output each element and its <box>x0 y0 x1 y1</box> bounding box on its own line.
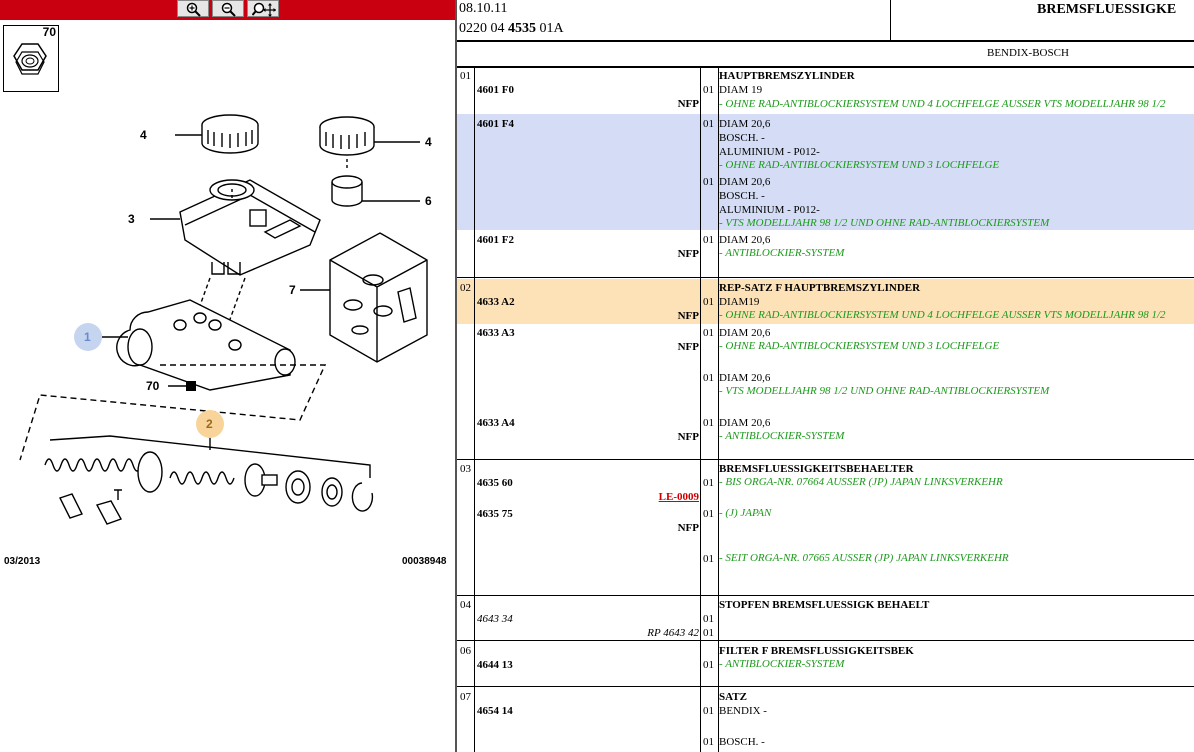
exploded-diagram <box>0 95 455 555</box>
label-7[interactable]: 7 <box>289 283 296 297</box>
description: DIAM 20,6 <box>719 118 771 130</box>
quantity: 01 <box>703 118 714 130</box>
page-title: BREMSFLUESSIGKE <box>1037 2 1177 17</box>
label-4-left[interactable]: 4 <box>140 128 147 142</box>
zoom-pan-icon <box>252 2 276 17</box>
header-date: 08.10.11 <box>459 1 508 16</box>
ref-prefix: 0220 04 <box>459 21 508 36</box>
part-number[interactable]: 4643 34 <box>477 613 513 625</box>
description: DIAM19 <box>719 296 760 308</box>
label-70[interactable]: 70 <box>146 379 160 393</box>
label-6[interactable]: 6 <box>425 194 432 208</box>
condition: - BIS ORGA-NR. 07664 AUSSER (JP) JAPAN LINKSVERKEHR <box>719 476 1003 488</box>
part-number[interactable]: 4633 A4 <box>477 417 515 429</box>
part-number[interactable]: 4633 A2 <box>477 296 515 308</box>
zoom-in-button[interactable] <box>177 0 209 17</box>
nfp-flag: NFP <box>677 341 699 353</box>
condition: - VTS MODELLJAHR 98 1/2 UND OHNE RAD-ANTIBLOCKIERSYSTEM <box>719 385 1050 397</box>
condition: - SEIT ORGA-NR. 07665 AUSSER (JP) JAPAN LINKSVERKEHR <box>719 552 1009 564</box>
quantity: 01 <box>703 613 714 625</box>
part-number[interactable]: 4601 F0 <box>477 84 514 96</box>
part-number[interactable]: 4601 F4 <box>477 118 514 130</box>
quantity: 01 <box>703 477 714 489</box>
nfp-flag: NFP <box>677 248 699 260</box>
zoom-in-icon <box>185 2 203 17</box>
part-number[interactable]: 4601 F2 <box>477 234 514 246</box>
quantity: 01 <box>703 296 714 308</box>
toolbar <box>0 0 455 20</box>
description: DIAM 20,6 <box>719 327 771 339</box>
diagram-code: 00038948 <box>402 556 447 567</box>
zoom-pan-button[interactable] <box>247 0 279 17</box>
quantity: 01 <box>703 508 714 520</box>
condition: - OHNE RAD-ANTIBLOCKIERSYSTEM UND 3 LOCHFELGE <box>719 340 1000 352</box>
col-sep-2 <box>700 66 701 752</box>
label-1[interactable]: 1 <box>84 330 91 344</box>
reference-link[interactable]: LE-0009 <box>658 491 699 503</box>
condition: - ANTIBLOCKIER-SYSTEM <box>719 658 845 670</box>
diagram-date: 03/2013 <box>4 556 41 567</box>
quantity: 01 <box>703 234 714 246</box>
ref-bold: 4535 <box>508 21 536 36</box>
group-number: 07 <box>460 691 471 703</box>
quantity: 01 <box>703 736 714 748</box>
thumbnail-number: 70 <box>42 25 56 39</box>
group-title: HAUPTBREMSZYLINDER <box>719 70 855 82</box>
parts-list-pane <box>457 0 1194 752</box>
description: DIAM 20,6 <box>719 372 771 384</box>
group-number: 06 <box>460 645 471 657</box>
ref-suffix: 01A <box>536 21 564 36</box>
quantity: 01 <box>703 372 714 384</box>
group-number: 03 <box>460 463 471 475</box>
description: DIAM 19 <box>719 84 763 96</box>
zoom-out-icon <box>220 2 238 17</box>
condition: - ANTIBLOCKIER-SYSTEM <box>719 430 845 442</box>
replacement-part[interactable]: RP 4643 42 <box>647 627 699 639</box>
description: DIAM 20,6 <box>719 417 771 429</box>
condition: - OHNE RAD-ANTIBLOCKIERSYSTEM UND 4 LOCHFELGE AUSSER VTS MODELLJAHR 98 1/2 <box>719 309 1166 321</box>
nfp-flag: NFP <box>677 431 699 443</box>
quantity: 01 <box>703 627 714 639</box>
nfp-flag: NFP <box>677 310 699 322</box>
condition: - VTS MODELLJAHR 98 1/2 UND OHNE RAD-ANTIBLOCKIERSYSTEM <box>719 217 1050 229</box>
nfp-flag: NFP <box>677 98 699 110</box>
quantity: 01 <box>703 705 714 717</box>
group-number: 04 <box>460 599 471 611</box>
quantity: 01 <box>703 417 714 429</box>
description: DIAM 20,6 <box>719 234 771 246</box>
description: BOSCH. - <box>719 190 765 202</box>
diagram-pane <box>0 0 455 752</box>
quantity: 01 <box>703 176 714 188</box>
group-number: 02 <box>460 282 471 294</box>
label-4-right[interactable]: 4 <box>425 135 432 149</box>
description: ALUMINIUM - P012- <box>719 146 820 158</box>
description: BOSCH. - <box>719 736 765 748</box>
condition: - ANTIBLOCKIER-SYSTEM <box>719 247 845 259</box>
label-3[interactable]: 3 <box>128 212 135 226</box>
nfp-flag: NFP <box>677 522 699 534</box>
part-thumbnail[interactable] <box>3 25 59 92</box>
part-number[interactable]: 4635 60 <box>477 477 513 489</box>
condition: - (J) JAPAN <box>719 507 772 519</box>
quantity: 01 <box>703 84 714 96</box>
part-number[interactable]: 4633 A3 <box>477 327 515 339</box>
zoom-out-button[interactable] <box>212 0 244 17</box>
part-number[interactable]: 4644 13 <box>477 659 513 671</box>
description: BENDIX - <box>719 705 767 717</box>
square-marker-icon <box>186 381 196 391</box>
quantity: 01 <box>703 553 714 565</box>
group-title: SATZ <box>719 691 747 703</box>
description: DIAM 20,6 <box>719 176 771 188</box>
part-number[interactable]: 4654 14 <box>477 705 513 717</box>
quantity: 01 <box>703 327 714 339</box>
group-title: REP-SATZ F HAUPTBREMSZYLINDER <box>719 282 921 294</box>
col-sep-1 <box>474 66 475 752</box>
description: BOSCH. - <box>719 132 765 144</box>
description: ALUMINIUM - P012- <box>719 204 820 216</box>
label-2[interactable]: 2 <box>206 417 213 431</box>
brand-label: BENDIX-BOSCH <box>987 47 1069 59</box>
condition: - OHNE RAD-ANTIBLOCKIERSYSTEM UND 4 LOCHFELGE AUSSER VTS MODELLJAHR 98 1/2 <box>719 98 1166 110</box>
condition: - OHNE RAD-ANTIBLOCKIERSYSTEM UND 3 LOCHFELGE <box>719 159 1000 171</box>
quantity: 01 <box>703 659 714 671</box>
group-title: FILTER F BREMSFLUSSIGKEITSBEK <box>719 645 914 657</box>
group-title: BREMSFLUESSIGKEITSBEHAELTER <box>719 463 914 475</box>
group-title: STOPFEN BREMSFLUESSIGK BEHAELT <box>719 599 930 611</box>
part-number[interactable]: 4635 75 <box>477 508 513 520</box>
group-number: 01 <box>460 70 471 82</box>
